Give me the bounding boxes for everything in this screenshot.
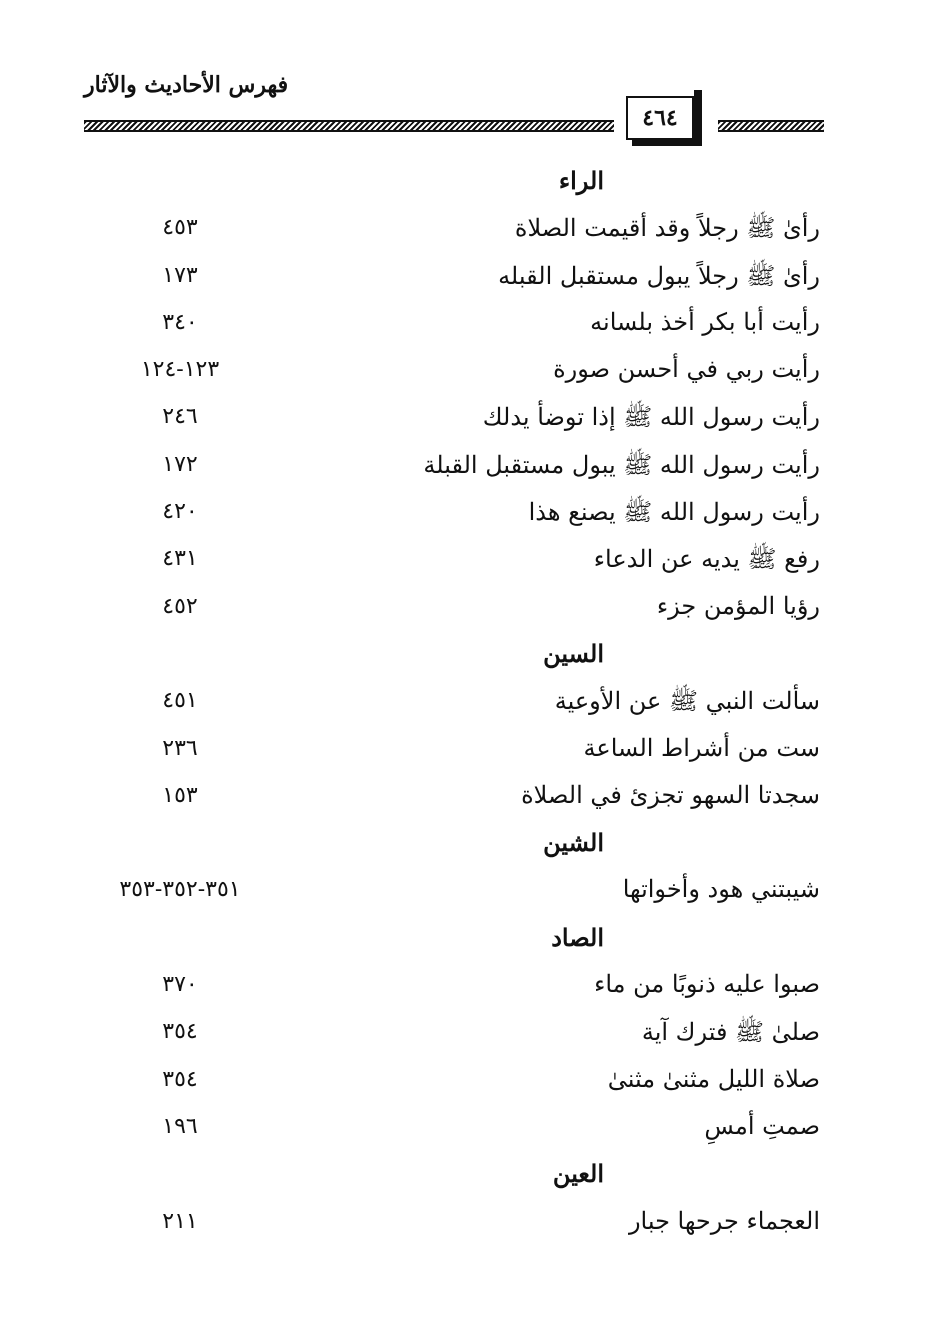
page-reference: ٤٥١ [162,688,198,714]
index-entry [0,442,940,489]
index-entry [0,1199,940,1246]
section-heading [0,631,940,678]
section-heading [0,915,940,962]
hadith-text: رأيت رسول الله ﷺ إذا توضأ يدلك [482,403,820,432]
page-reference: ١٧٣ [162,262,198,288]
hadith-text: العجماء جرحها جبار [628,1206,820,1235]
index-entry [0,347,940,394]
index-entry [0,1104,940,1151]
hadith-text: صلاة الليل مثنىٰ مثنىٰ [607,1064,820,1093]
page-number-box-shadow [694,90,702,146]
section-letter: الشين [543,828,604,858]
section-heading [0,1151,940,1198]
page-reference: ٣٥١-٣٥٢-٣٥٣ [119,877,241,903]
page-reference: ٤٢٠ [162,499,198,525]
page-reference: ٤٥٢ [162,593,198,619]
index-entry [0,300,940,347]
index-entry [0,489,940,536]
section-heading [0,158,940,205]
hadith-text: شيبتني هود وأخواتها [622,875,820,904]
page-reference: ١٥٣ [162,782,198,808]
page-reference: ٣٥٤ [162,1019,198,1045]
page-reference: ١٩٦ [162,1113,198,1139]
hadith-text: رأيت أبا بكر أخذ بلسانه [590,307,820,336]
hadith-text: صبوا عليه ذنوبًا من ماء [594,970,820,999]
hadith-text: رؤيا المؤمن جزء [656,591,820,620]
index-entry [0,962,940,1009]
running-header-title: فهرس الأحاديث والآثار [84,72,289,98]
page-reference: ٢٤٦ [162,404,198,430]
index-entry [0,1057,940,1104]
section-letter: السين [543,638,604,668]
section-heading [0,820,940,867]
page-reference: ٣٧٠ [162,972,198,998]
page-number: ٤٦٤ [626,96,694,140]
index-entry [0,253,940,300]
hadith-text: صلىٰ ﷺ فترك آية [641,1018,820,1047]
index-list [0,158,940,1246]
hadith-text: رفع ﷺ يديه عن الدعاء [593,545,820,574]
section-letter: الصاد [551,922,604,952]
section-letter: الراء [558,166,604,195]
index-entry [0,205,940,252]
section-letter: العين [552,1159,604,1189]
index-entry [0,536,940,583]
index-entry [0,394,940,441]
index-entry [0,678,940,725]
index-entry [0,584,940,631]
hadith-text: رأىٰ ﷺ رجلاً وقد أقيمت الصلاة [514,214,820,243]
page-reference: ٣٤٠ [162,309,198,335]
page-reference: ٤٥٣ [162,215,198,241]
index-entry [0,773,940,820]
hadith-text: سألت النبي ﷺ عن الأوعية [554,687,820,716]
index-entry [0,726,940,773]
index-entry [0,867,940,914]
hadith-text: ست من أشراط الساعة [583,733,820,762]
hadith-text: صمتِ أمسِ [704,1111,820,1140]
page-number-box-shadow-bottom [632,140,702,146]
hadith-text: رأيت رسول الله ﷺ يبول مستقبل القبلة [423,450,820,479]
header-rule-right [718,120,824,132]
page-reference: ١٢٣-١٢٤ [140,357,220,383]
page-reference: ١٧٢ [162,451,198,477]
page-reference: ٣٥٤ [162,1066,198,1092]
hadith-text: رأىٰ ﷺ رجلاً يبول مستقبل القبله [498,261,820,290]
page-reference: ٤٣١ [162,546,198,572]
header-rule-left [84,120,614,132]
hadith-text: سجدتا السهو تجزئ في الصلاة [521,780,820,809]
hadith-text: رأيت ربي في أحسن صورة [553,355,820,384]
index-entry [0,1009,940,1056]
page-reference: ٢٣٦ [162,735,198,761]
hadith-text: رأيت رسول الله ﷺ يصنع هذا [528,498,820,527]
page-reference: ٢١١ [162,1208,198,1234]
